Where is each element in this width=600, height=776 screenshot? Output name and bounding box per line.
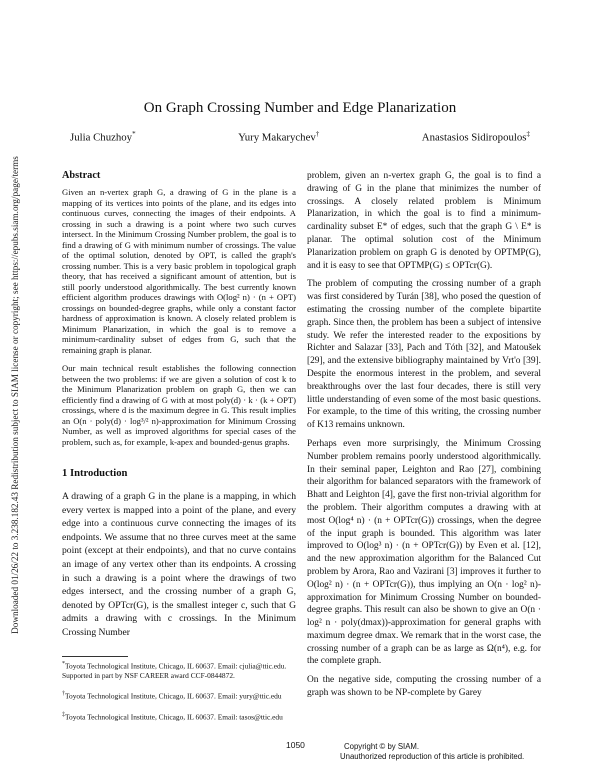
copyright-line-2: Unauthorized reproduction of this article is prohibited.	[340, 752, 525, 761]
right-column	[307, 170, 541, 700]
author-list	[70, 130, 530, 144]
right-paragraph-3: Perhaps even more surprisingly, the Minimum Crossing Number problem remains poorly understood algorithmically. In their seminal paper, Leighton and Rao [27], combining their algorithm for balanced separators with the framework of Bhatt and Leighton [4], gave the first non-trivial algorithm for the problem. Their algorithm computes a drawing with at most O(log⁴ n) · (n + OPTcr(G)) crossings, when the degree of the input graph is bounded. This algorithm was later improved to O(log³ n) · (n + OPTcr(G)) by Even et al. [12], and the new approximation algorithm for the Balanced Cut problem by Arora, Rao and Vazirani [3] improves it further to O(log² n) · (n + OPTcr(G)), thus implying an O(n · log² n)-approximation for Minimum Crossing Number on bounded-degree graphs. This result can also be shown to give an O(n · log² n · poly(dmax))-approximation for general graphs with maximum degree dmax. We remark that in the worst case, the crossing number of a graph can be as large as Ω(n⁴), e.g. for the complete graph.	[307, 438, 541, 667]
right-paragraph-2: The problem of computing the crossing number of a graph was first considered by Turán [38], who posed the question of estimating the crossing number of the complete bipartite graph. Since then, the problem has been a subject of intensive study. We refer the interested reader to the expositions by Richter and Salazar [33], Pach and Tóth [32], and Matoušek [29], and the extensive bibliography maintained by Vrt'o [39]. Despite the enormous interest in the problem, and several breakthroughs over the last four decades, there is still very little understanding of even some of the most basic questions. For example, to the time of this writing, the crossing number of K13 remains unknown.	[307, 279, 541, 431]
section-heading-introduction: 1 Introduction	[62, 468, 128, 479]
abstract-paragraph-1: Given an n-vertex graph G, a drawing of G in the plane is a mapping of its vertices into points of the plane, and its edges into continuous curves, connecting the images of their endpoints. A crossing in such a drawing is a point where two such curves intersect. In the Minimum Crossing Number problem, the goal is to find a drawing of G with minimum number of crossings. The value of the optimal solution, denoted by OPT, is called the graph's crossing number. This is a very basic problem in topological graph theory, that has received a significant amount of attention, but is still poorly understood algorithmically. The best currently known efficient algorithm produces drawings with O(log² n) · (n + OPT) crossings on bounded-degree graphs, while only a constant factor hardness of approximation is known. A closely related problem is Minimum Planarization, in which the goal is to remove a minimum-cardinality subset of edges from G, such that the remaining graph is planar.	[62, 187, 296, 355]
intro-left-column	[62, 490, 296, 640]
footnote-1: *Toyota Technological Institute, Chicago, IL 60637. Email: cjulia@ttic.edu. Supported in part by NSF CAREER award CCF-0844872.	[62, 661, 287, 680]
download-notice-sidebar: Downloaded 01/26/22 to 3.238.182.43 Redistribution subject to SIAM license or copyright; see https://epubs.siam.org/page/terms	[10, 156, 20, 634]
intro-paragraph-1: A drawing of a graph G in the plane is a mapping, in which every vertex is mapped into a point of the plane, and every edge into a continuous curve connecting the images of its endpoints. We assume that no three curves meet at the same point (except at their endpoints), and that no curve contains an image of any vertex other than its endpoints. A crossing in such a drawing is a point where the drawings of two edges intersect, and the crossing number of a graph G, denoted by OPTcr(G), is the smallest integer c, such that G admits a drawing with c crossings. In the Minimum Crossing Number	[62, 491, 296, 638]
page-number: 1050	[286, 740, 305, 750]
copyright-notice	[340, 742, 524, 762]
author-3: Anastasios Sidiropoulos‡	[421, 130, 530, 144]
footnote-2: †Toyota Technological Institute, Chicago, IL 60637. Email: yury@ttic.edu	[62, 691, 282, 701]
footnote-rule	[62, 656, 128, 657]
abstract-paragraph-2: Our main technical result establishes the following connection between the two problems: if we are given a solution of cost k to the Minimum Planarization problem on graph G, then we can efficiently find a drawing of G with at most poly(d) · k · (k + OPT) crossings, where d is the maximum degree in G. This result implies an O(n · poly(d) · log³/² n)-approximation for Minimum Crossing Number, as well as improved algorithms for special cases of the problem, such as, for example, k-apex and bounded-genus graphs.	[62, 363, 296, 447]
author-1: Julia Chuzhoy*	[70, 130, 136, 144]
right-paragraph-4: On the negative side, computing the crossing number of a graph was shown to be NP-complete by Garey	[307, 675, 541, 699]
footnote-3: ‡Toyota Technological Institute, Chicago, IL 60637. Email: tasos@ttic.edu	[62, 712, 283, 722]
paper-title: On Graph Crossing Number and Edge Planarization	[143, 100, 457, 116]
copyright-line-1: Copyright © by SIAM.	[344, 742, 420, 751]
abstract-column	[62, 187, 296, 447]
author-2: Yury Makarychev†	[238, 130, 320, 144]
right-paragraph-1: problem, given an n-vertex graph G, the goal is to find a drawing of G in the plane that minimizes the number of crossings. A closely related problem is Minimum Planarization, in which the goal is to find a minimum-cardinality subset E* of edges, such that the graph G \ E* is planar. The optimal solution cost of the Minimum Planarization problem on graph G is denoted by OPTMP(G), and it is easy to see that OPTMP(G) ≤ OPTcr(G).	[307, 171, 541, 271]
abstract-heading: Abstract	[62, 170, 101, 181]
